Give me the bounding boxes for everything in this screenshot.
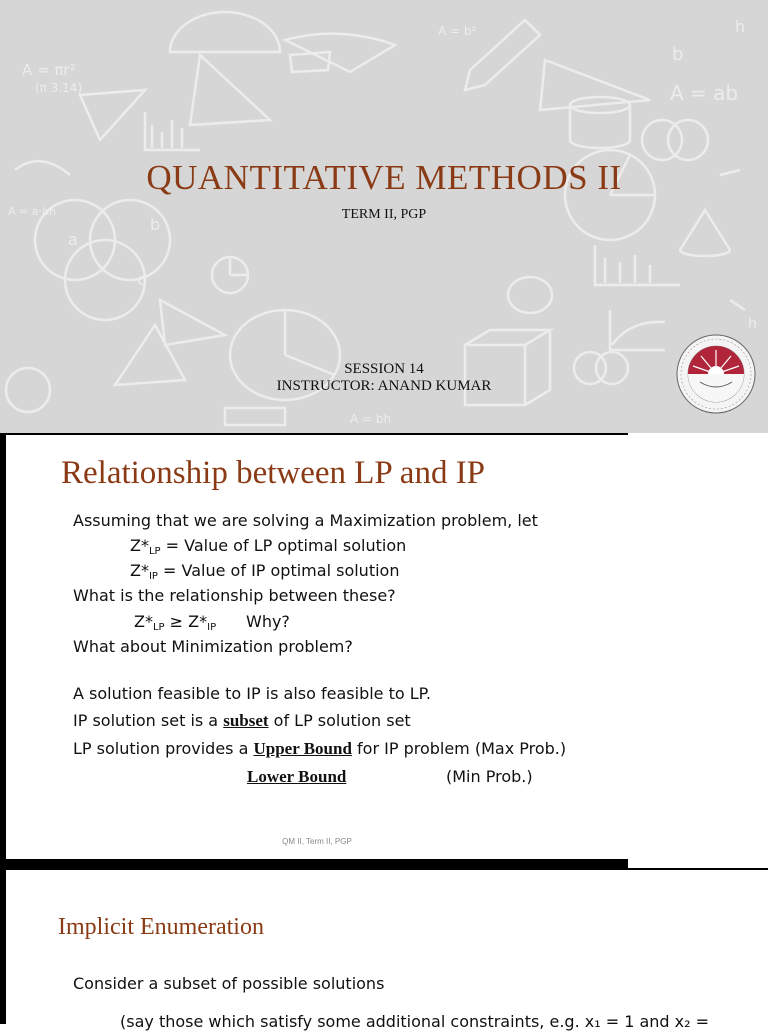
instructor-name: INSTRUCTOR: ANAND KUMAR (276, 378, 492, 394)
lp-ip-slide (0, 433, 628, 868)
z-symbol: Z* (130, 561, 149, 580)
slide-title: Implicit Enumeration (58, 914, 264, 940)
presentation-title: QUANTITATIVE METHODS II (146, 158, 622, 197)
session-info (0, 361, 768, 395)
subscript: IP (148, 571, 158, 582)
svg-text:h: h (748, 316, 757, 332)
text-fragment: IP solution set is a (73, 711, 224, 730)
text-fragment: ≥ Z* (164, 612, 208, 631)
text-fragment: for IP problem (Max Prob.) (351, 739, 567, 758)
text-fragment: LP solution provides a (73, 739, 254, 758)
subscript: LP (152, 622, 165, 633)
subscript: IP (207, 622, 217, 633)
session-number: SESSION 14 (344, 361, 424, 377)
text-line (73, 739, 566, 759)
why-question: Why? (246, 612, 290, 631)
emphasis-subset: subset (223, 711, 269, 730)
emphasis-lower-bound: Lower Bound (247, 767, 347, 786)
text-fragment: = Value of IP optimal solution (157, 561, 400, 580)
institute-seal-logo (676, 334, 756, 414)
text-fragment: = Value of LP optimal solution (160, 536, 407, 555)
text-line (130, 536, 406, 557)
z-symbol: Z* (130, 536, 149, 555)
text-line: Consider a subset of possible solutions (73, 974, 385, 993)
svg-text:(π 3.14): (π 3.14) (35, 81, 83, 95)
slide-content (6, 435, 628, 859)
slide-content (6, 870, 768, 1030)
emphasis-upper-bound: Upper Bound (253, 739, 352, 758)
inequality-line (134, 612, 216, 633)
text-line: What is the relationship between these? (73, 586, 396, 605)
svg-text:b: b (672, 44, 684, 65)
svg-text:A = b²: A = b² (438, 24, 477, 38)
text-line (130, 561, 399, 582)
text-fragment: of LP solution set (268, 711, 411, 730)
slide-footer: QM II, Term II, PGP (282, 837, 352, 846)
svg-text:b: b (150, 215, 161, 234)
svg-text:h: h (735, 17, 746, 36)
presentation-subtitle: TERM II, PGP (341, 207, 427, 222)
svg-text:a: a (68, 230, 78, 249)
z-symbol: Z* (134, 612, 153, 631)
svg-text:A = a·bh: A = a·bh (8, 205, 56, 218)
text-line: A solution feasible to IP is also feasible to LP. (73, 684, 431, 703)
slide-title: Relationship between LP and IP (61, 455, 486, 491)
text-line: Assuming that we are solving a Maximization problem, let (73, 511, 538, 530)
svg-text:A = πr²: A = πr² (22, 61, 76, 79)
svg-text:A = ab: A = ab (670, 81, 739, 105)
title-slide (0, 0, 768, 433)
text-line (73, 711, 411, 731)
implicit-enumeration-slide (0, 868, 768, 1031)
svg-text:A = bh: A = bh (350, 412, 392, 426)
svg-text:c: c (137, 270, 146, 289)
text-line (247, 767, 346, 787)
text-line: (say those which satisfy some additional constraints, e.g. x₁ = 1 and x₂ = (120, 1012, 710, 1031)
subscript: LP (148, 546, 161, 557)
text-line: (Min Prob.) (446, 767, 533, 786)
text-line: What about Minimization problem? (73, 637, 353, 656)
